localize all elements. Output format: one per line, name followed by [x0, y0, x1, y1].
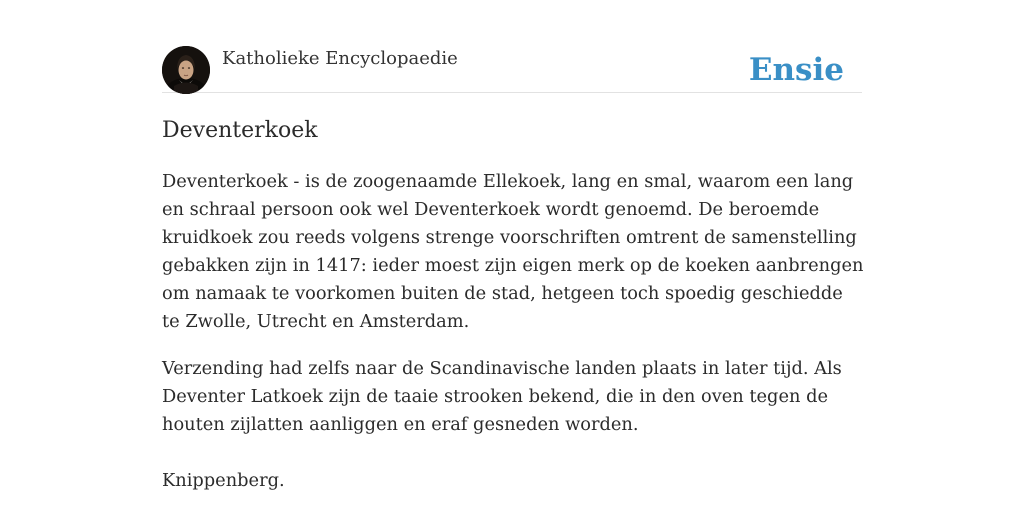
article-paragraph: Verzending had zelfs naar de Scandinavische landen plaats in later tijd. Als Deventer Latkoek zijn de taaie strooken bekend, die in den oven tegen de houten zijlatten aanliggen en eraf gesneden worden. [162, 358, 842, 435]
page-header [162, 46, 862, 93]
article-paragraph: Deventerkoek - is de zoogenaamde Ellekoek, lang en smal, waarom een lang en schraal persoon ook wel Deventerkoek wordt genoemd. De beroemde kruidkoek zou reeds volgens strenge voorschriften omtrent de samenstelling gebakken zijn in 1417: ieder moest zijn eigen merk op de koeken aanbrengen om namaak te voorkomen buiten de stad, hetgeen toch spoedig geschiedde te Zwolle, Utrecht en Amsterdam. [162, 171, 864, 332]
brand-logo[interactable]: Ensie [748, 52, 844, 88]
article-signature: Knippenberg. [162, 470, 285, 491]
article-title: Deventerkoek [162, 118, 318, 143]
portrait-icon [162, 46, 210, 94]
source-avatar[interactable] [162, 46, 210, 94]
source-name[interactable]: Katholieke Encyclopaedie [222, 48, 458, 69]
article-body [162, 168, 866, 495]
